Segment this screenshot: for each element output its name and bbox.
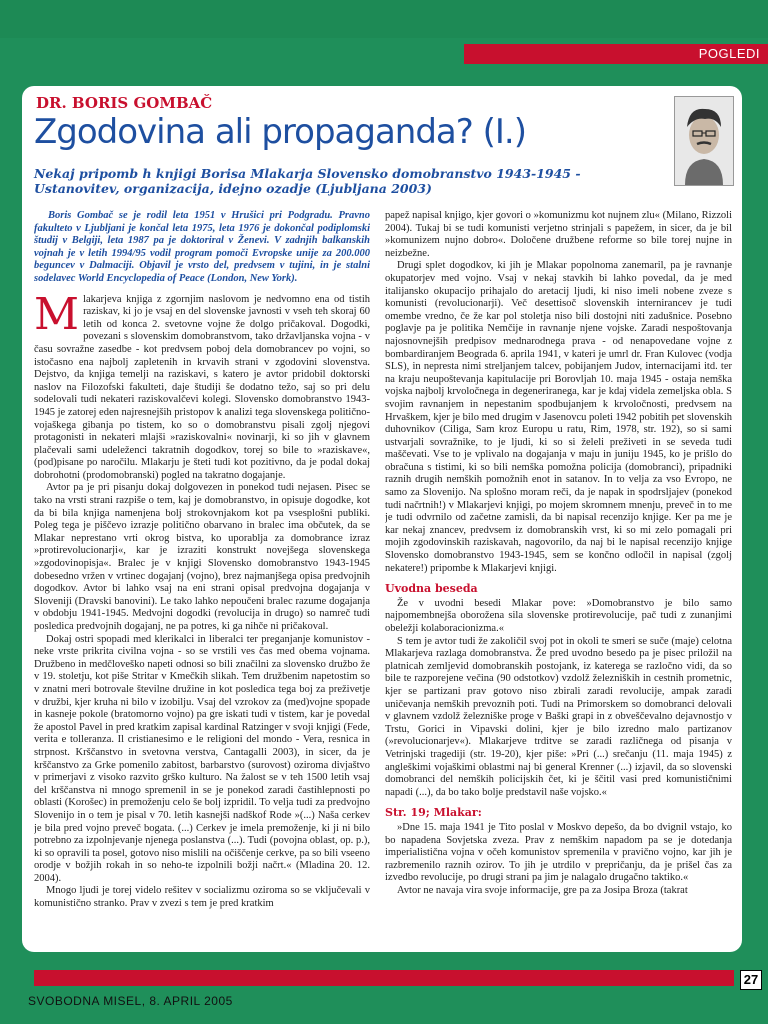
author-name: DR. BORIS GOMBAČ — [36, 94, 213, 112]
article-subtitle: Nekaj pripomb h knjigi Borisa Mlakarja Slovensko domobranstvo 1943-1945 - Ustanovitev, organizacija, idejno ozadje (Ljubljana 2003) — [34, 166, 581, 196]
publication-footer: SVOBODNA MISEL, 8. APRIL 2005 — [28, 994, 233, 1008]
section-subhead: Str. 19; Mlakar: — [385, 806, 482, 820]
body-paragraph: »Dne 15. maja 1941 je Tito poslal v Moskvo depešo, da bo dvignil vstajo, ko bo napadena Sovjetska zveza. Prav z nemškim napadom pa se je dotedanja imperialistična vojna v očeh komunistov spremenila v pravično vojno, kar jih je razbremenilo raznih ozirov. To jih je utrdilo v prepričanju, da je prišel čas za izvedbo revolucije, po drugi strani pa jim je nalagalo drugačno taktiko.« — [385, 821, 732, 884]
top-green-band — [0, 0, 768, 38]
body-paragraph: Avtor ne navaja vira svoje informacije, gre pa za Josipa Broza (takrat — [397, 884, 688, 896]
section-tag: POGLEDI — [464, 44, 768, 64]
author-bio: Boris Gombač se je rodil leta 1951 v Hrušici pri Podgradu. Pravno fakulteto v Ljubljani je končal leta 1975, leta 1976 je dokončal podiplomski študij v Belgiji, leta 1987 pa je doktoriral v Ženevi. V zadnjih balkanskih vojnah je v letih 1994/95 vodil program pomoči Evropske unije za 200.000 beguncev v Dalmaciji. Objavil je vrsto del, predvsem v tujini, in je stalni sodelavec World Encyclopedia of Peace (London, New York). — [34, 210, 370, 284]
drop-cap: M — [34, 288, 80, 340]
page-number: 27 — [740, 970, 762, 990]
body-paragraph: Mnogo ljudi je torej videlo rešitev v socializmu oziroma so se vključevali v komunistično stranko. Prav v zvezi s tem je pred kratkim — [34, 885, 370, 910]
body-paragraph: Avtor pa je pri pisanju dokaj dolgovezen in ponekod tudi nejasen. Pisec se tako na vrsti strani razpiše o tem, kaj je domobranstvo, in opisuje dogodke, kot da bi bila knjiga namenjena bolj strokovnjakom kot pa vsesplošni publiki. Poleg tega je piščevo izrazje politično obarvano in bralec ima občutek, da se Mlakar neprestano vrti okrog bistva, ko uporablja za domobrance izraz »protirevolucionarji«, kar je izraziti konstrukt novejšega slovenskega »zgodovinopisja«. Bralec je v knjigi Slovensko domobranstvo 1943-1945 dobesedno vržen v vrtinec dogajanj (vojno), brez najmanjšega opisa predvojnih dogodkov. Avtor bi lahko vsaj na eni strani opisal predvojna dogajanja v Sloveniji (Dravski banovini). Le tako lahko nepoučeni bralec razume dogajanja v obdobju 1941-1945. Medvojni dogodki (revolucija in drugo) so namreč tudi posledica predvojnih dogajanj, ne pa potres, ki ga nihče ni pričakoval. — [34, 482, 370, 632]
article-title: Zgodovina ali propaganda? (I.) — [34, 112, 526, 152]
left-column — [34, 210, 370, 945]
portrait-illustration — [675, 97, 733, 185]
body-paragraph: Dokaj ostri spopadi med klerikalci in liberalci ter preganjanje komunistov - neke vrste prikrita civilna vojna - so se vrstili ves čas med obema vojnama. Družbeno in medčloveško napeti odnosi so bili značilni za slovensko družbo že v 19. stoletju, kot piše Stritar v Kmečkih slikah. Tem družbenim napetostim so v znatni meri botrovale številne družine in kot posledica tega boj za preživetje v družbi, kjer kruha ni bilo v izobilju. Vsaj del vzrokov za (med)vojne spopade in kasneje pokole (bratomorno vojno) pa gre iskati tudi v tistem, kar je povedal že apostol Pavel in pred kratkim zapisal kardinal Ratzinger v svoji knjigi (Fede, verita e tolleranza. Il cristianesimo e le religioni del mondo - Vera, resnica in strpnost. Krščanstvo in svetovna verstva, Cantagalli 2003), in sicer, da je krščanstvo za Grke pomenilo zabitost, barbarstvo (surovost) oziroma divjaštvo v primerjavi z visoko razvito grško kulturo. Na žalost se v teh 1500 letih vsaj del krščanstva ni mnogo spremenil in se je ponekod zaradi častihlepnosti po oblasti (Korošec) in premoženju celo še bolj izpridil. To velja tudi za predvojno Slovenijo in o tem je pisal v 70. letih kasnejši nadškof Rode »(...) Naša cerkev je bila pred vojno preveč bogata. (...) Cerkev je imela premoženje, ki ji ni bilo potrebno za izpolnjevanje njenega poslanstva (...). Tudi (povojna oblast, op. p.), ki so opravili ta posel, gotovo niso mislili na očiščenje cerkve, pa so bili vseeno orodje v božjih rokah in so neho-te izpolnili božji načrt.« (Mladina 20. 12. 2004). — [34, 633, 370, 884]
right-column — [385, 210, 732, 945]
body-paragraph: papež napisal knjigo, kjer govori o »komunizmu kot nujnem zlu« (Milano, Rizzoli 2004). Tukaj bi se tudi komunisti verjetno strinjali s papežem, in sicer, da je bil »komunizem nujno dobro«. Določene družbene reforme so bile torej nujne in neizbežne. — [385, 210, 732, 259]
body-paragraph: Mlakarjeva knjiga z zgornjim naslovom je nedvomno ena od tistih raziskav, ki jo je vsaj en del slovenske javnosti v vseh teh skoraj 60 letih od konca 2. svetovne vojne že dolgo pričakoval. Dogodki, povezani s slovenskim domobranstvom, tako državljanska vojna - v času sovražne zasedbe - kot predvsem poboj dela domobrancev po vojni, so istočasno ena najbolj zapletenih in krvavih strani v zgodovini slovenstva. Dejstvo, da knjiga temelji na raziskavi, s katero je avtor pridobil doktorski naslov na Filozofski fakulteti, daje študiji še dodatno težo, saj so pri delu sodelovali tudi nekateri raziskovalčevi kolegi. Slovensko domobranstvo 1943-1945 je zatorej eden najresnejših pristopov k analizi tega slovenskega politično-vojaškega gibanja po tistem, ko so o domobranstvu pisali zgolj njegovi protagonisti in nekateri mlajši »raziskovalni« novinarji, ki so jih v glavnem plačevali sami udeleženci takratnih dogodkov, torej so bile to »raziskave«, (pod)pisane po naročilu. Mlakarju je šteti tudi kot pozitivno, da je podal dokaj dobrohotni (prodomobranski) pogled na takratno dogajanje. — [34, 288, 370, 481]
footer-red-band — [34, 970, 734, 986]
body-paragraph: Drugi splet dogodkov, ki jih je Mlakar popolnoma zanemaril, pa je ravnanje okupatorjev med vojno. Vsaj v nekaj stavkih bi lahko povedal, da je med italijansko okupacijo prihajalo do aretacij ljudi, ki niso imeli nobene zveze s komunisti (revolucionarji). Več desettisoč slovenskih internirancev je tudi omembe vredno, če že kar pol stoletja niso bili dostojni niti zadušnice. Posebno poglavje pa je politika Nemčije in ravnanje njene vojske. Zaradi nespoštovanja najosnovnejših predpisov mednarodnega prava - od nenapovedane vojne z bombardiranjem Beograda 6. aprila 1941, v kateri je umrl dr. Fran Kulovec (vodja SLS), in nepresta nimi streljanjem talcev, pobijanjem Judov, internacijami itd. ter na kraju neupoštevanja kapitulacije pri Borovljah 10. maja 1945 - ostaja nemška vojska najbolj krvoločnega in degeneriranega, kar je kdaj videla zemeljska obla. S svojim ravnanjem in nepestanim spodbujanjem k krvoločnosti, predvsem na Hrvaškem, kjer je bilo med drugim v Jasenovcu poleti 1942 pobitih pet slovenskih duhovnikov (Ciliga, Sam kroz Europu u ratu, Rim, 1978, str. 192), so si sami ustvarjali sovražnike, to je ljudi, ki so si želeli preživeti in se seveda tudi maščevati. Vse to je vplivalo na dogajanja v maju in juniju 1945, ko je prišlo do obračuna s tistimi, ki so bili nemška pomožna policija (domobranci), pripadniki raznih drugih nemških pomožnih enot in satanov. In to velja za vso Evropo, ne samo za Slovenijo. Na splošno moram reči, da je napak in spodrsljajev (ponekod tudi načrtnih!) v Mlakarjevi knjigi, po mojem skromnem mnenju, preveč in to me je tudi odvrnilo od začetne zamisli, da bi napisal recenzijo knjige. Ker pa me je kar nekaj znancev, predvsem iz domobranskih vrst, ki so mi zelo pomagali pri mojih zgodovinskih raziskavah, nagovorilo, da naj bi le napisal recenzijo knjige Slovensko domobranstvo 1943-1945, sem se končno odločil in napisal (zgolj nekatere!) pripombe k Mlakarjevi knjigi. — [385, 260, 732, 574]
body-paragraph: S tem je avtor tudi že zakoličil svoj pot in okoli te smeri se suče (maje) celotna Mlakarjeva razlaga domobranstva. Že pred uvodno besedo pa je pisec priložil na platnicah zemljevid domobranskih postojank, iz katerega se razločno vidi, da so bile te razporejene večina (90 odstotkov) vzdolž železniških in cestnih prometnic, kjer se partizani prav gotovo niso zbirali zaradi revolucije, ampak zaradi uničevanja nemških prevoznih poti. Tudi na Primorskem so domobranci delovali v glavnem vzdolž železniške proge v Baški grapi in z obveščevalno dejavnostjo v Trstu, Gorici in Vipavski dolini, kjer je bilo izredno malo partizanov (»revolucionarjev«). Mlakarjeve trditve se zaradi različnega od pisanja v Vetrinjski tragediji (str. 19-20), kjer piše: »Pri (...) srečanju (11. maja 1945) z angleškimi vojaškimi oblastmi naj bi general Krenner (...) izjavil, da so slovenski domobranci del nemških policijskih čet, ki je ščitil vasi pred komunističnimi napadi (...), da bo tako bolje predstavil naše vojsko.« — [385, 635, 732, 798]
body-paragraph: Že v uvodni besedi Mlakar pove: »Domobranstvo je bilo samo najpomembnejša oborožena sila slovenske protirevolucije, pač tudi z zunanjimi obeležji kolaboracionizma.« — [385, 597, 732, 634]
article-page — [22, 86, 742, 952]
author-photo — [674, 96, 734, 186]
section-subhead: Uvodna beseda — [385, 582, 478, 596]
